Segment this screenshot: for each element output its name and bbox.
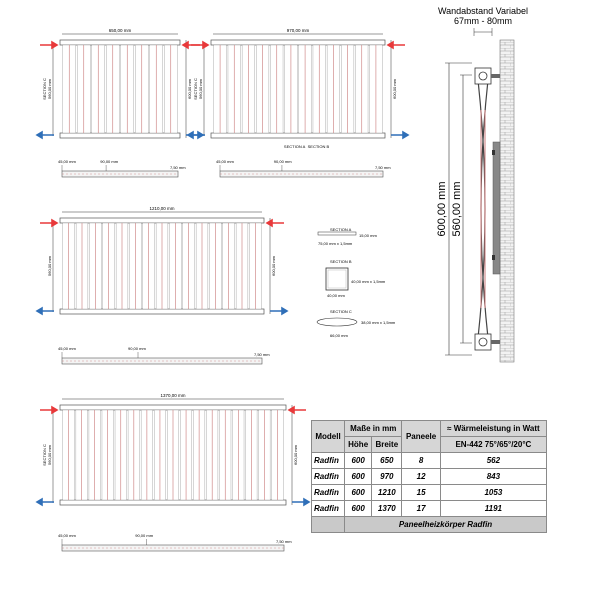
section-b-dim2: 40,00 mm [327, 293, 345, 298]
height-label-right: 600,00 mm [293, 444, 298, 466]
radiator-front-r1210 [37, 206, 287, 314]
width-label: 1370,00 mm [160, 393, 186, 398]
cell-panels: 15 [402, 485, 440, 501]
height-label-left: 560,00 mm [198, 78, 203, 100]
cell-width: 650 [372, 453, 402, 469]
bottom-view-r970 [216, 159, 391, 177]
dim-90: 90,00 mm [128, 346, 146, 351]
bottom-bracket [491, 340, 500, 344]
col-power-header: ≈ Wärmeleistung in Watt [440, 421, 546, 437]
outlet-arrow-left [37, 132, 54, 138]
col-panels-header: Paneele [402, 421, 440, 453]
table-row [312, 485, 547, 501]
cell-watt: 843 [440, 469, 546, 485]
inlet-arrow-right [289, 407, 306, 413]
cell-height: 600 [345, 453, 372, 469]
top-collector [60, 40, 180, 45]
dim-90: 90,00 mm [273, 159, 292, 164]
section-c-dim2: 66,00 mm [330, 333, 348, 338]
inlet-arrow-right [388, 42, 405, 48]
width-label: 1210,00 mm [149, 206, 175, 211]
wall [500, 40, 514, 362]
section-a-view [318, 227, 377, 246]
section-a-title: SECTION A [330, 227, 352, 232]
radiator-front-r970 [188, 28, 408, 149]
cell-height: 600 [345, 485, 372, 501]
cell-watt: 1053 [440, 485, 546, 501]
outlet-arrow-left [188, 132, 205, 138]
cell-watt: 1191 [440, 501, 546, 517]
radiator-front-r650 [37, 28, 203, 138]
bottom-view-r1210 [58, 346, 270, 364]
height-outer-label: 600,00 mm [436, 181, 448, 237]
power-table [311, 420, 547, 533]
inlet-arrow-left [40, 407, 57, 413]
dim-7-5: 7,50 mm [254, 352, 270, 357]
top-collector [60, 218, 264, 223]
col-height-header: Höhe [345, 437, 372, 453]
inlet-arrow-left [191, 42, 208, 48]
section-a-dim1: 15,00 mm [359, 233, 377, 238]
section-c-title: SECTION C [330, 309, 352, 314]
outlet-arrow-left [37, 499, 54, 505]
section-c-dim1: 38,00 mm x 1,5mm [361, 320, 396, 325]
side-view [436, 6, 528, 362]
col-model-header: Modell [312, 421, 345, 453]
dim-45: 45,00 mm [58, 346, 76, 351]
section-a-label: SECTION A [283, 144, 306, 149]
mounting-plate [493, 142, 500, 274]
height-label-left: 560,00 mm [47, 255, 52, 277]
inlet-arrow-right [267, 220, 284, 226]
dim-45: 45,00 mm [58, 533, 76, 538]
cell-panels: 17 [402, 501, 440, 517]
wall-distance-range: 67mm - 80mm [453, 16, 513, 26]
cell-model: Radfin [312, 469, 345, 485]
dim-45: 45,00 mm [216, 159, 234, 164]
section-c-label: SECTION C [42, 444, 47, 466]
width-label: 970,00 mm [286, 28, 310, 33]
section-c-label: SECTION C [42, 78, 47, 100]
height-label-left: 560,00 mm [47, 444, 52, 466]
width-label: 650,00 mm [108, 28, 132, 33]
section-a-dim2: 75,00 mm x 1,5mm [318, 241, 353, 246]
height-label-right: 600,00 mm [392, 78, 397, 100]
top-collector [60, 405, 286, 410]
dim-7-5: 7,50 mm [276, 539, 292, 544]
cell-height: 600 [345, 469, 372, 485]
col-norm-header: EN-442 75°/65°/20°C [440, 437, 546, 453]
top-bracket [491, 74, 500, 78]
section-c-label: SECTION C [193, 78, 198, 100]
dim-7-5: 7,50 mm [170, 165, 186, 170]
col-width-header: Breite [372, 437, 402, 453]
height-label-left: 560,00 mm [47, 78, 52, 100]
dim-45: 45,00 mm [58, 159, 76, 164]
col-dims-header: Maße in mm [345, 421, 402, 437]
bottom-collector [211, 133, 385, 138]
section-c-view [317, 309, 396, 338]
height-inner-label: 560,00 mm [451, 181, 463, 237]
table-row [312, 469, 547, 485]
dim-90: 90,00 mm [135, 533, 154, 538]
height-label-right: 600,00 mm [271, 255, 276, 277]
section-b-view [326, 259, 386, 298]
bottom-view-r650 [58, 159, 186, 177]
table-footer: Paneelheizkörper Radfin [345, 517, 547, 533]
cell-panels: 12 [402, 469, 440, 485]
section-b-label: SECTION B [307, 144, 330, 149]
section-b-title: SECTION B [330, 259, 352, 264]
cell-width: 1210 [372, 485, 402, 501]
cell-width: 1370 [372, 501, 402, 517]
cell-width: 970 [372, 469, 402, 485]
cell-model: Radfin [312, 485, 345, 501]
cell-model: Radfin [312, 501, 345, 517]
radiator-front-r1370 [37, 393, 309, 505]
dim-7-5: 7,50 mm [375, 165, 391, 170]
height-label-right: 600,00 mm [187, 78, 192, 100]
inlet-arrow-left [40, 220, 57, 226]
inlet-arrow-left [40, 42, 57, 48]
cell-model: Radfin [312, 453, 345, 469]
bottom-collector [60, 133, 180, 138]
wall-distance-title: Wandabstand Variabel [437, 6, 529, 16]
bottom-view-r1370 [58, 533, 292, 551]
cell-height: 600 [345, 501, 372, 517]
table-row [312, 501, 547, 517]
outlet-arrow-right [391, 132, 408, 138]
top-collector [211, 40, 385, 45]
cell-watt: 562 [440, 453, 546, 469]
outlet-arrow-right [270, 308, 287, 314]
table-row [312, 453, 547, 469]
dim-90: 90,00 mm [100, 159, 119, 164]
bottom-collector [60, 500, 286, 505]
bottom-collector [60, 309, 264, 314]
cell-panels: 8 [402, 453, 440, 469]
section-b-dim1: 40,00 mm x 1,5mm [351, 279, 386, 284]
outlet-arrow-right [292, 499, 309, 505]
outlet-arrow-left [37, 308, 54, 314]
